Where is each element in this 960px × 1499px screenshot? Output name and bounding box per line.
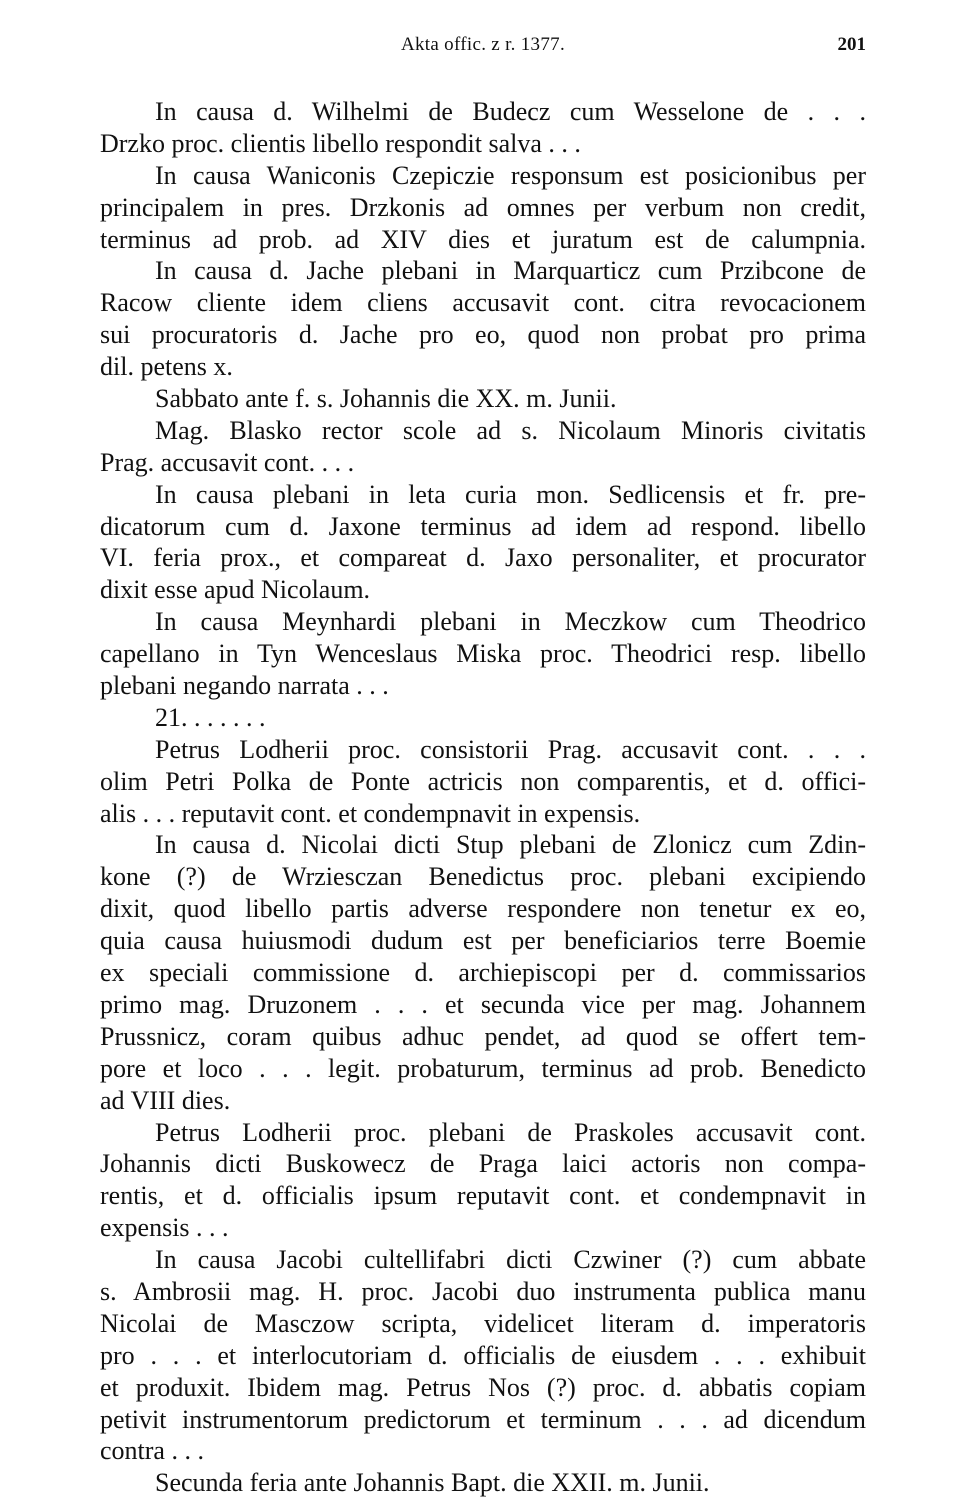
text-line: ex speciali commissione d. archiepiscopi per d. commissarios bbox=[100, 958, 866, 988]
text-line: contra . . . bbox=[100, 1436, 204, 1466]
text-line: In causa Waniconis Czepiczie responsum est posicionibus per bbox=[155, 160, 866, 190]
text-line: Petrus Lodherii proc. plebani de Praskoles accusavit cont. bbox=[155, 1117, 866, 1147]
body-text bbox=[100, 96, 866, 1499]
text-line: dixit, quod libello partis adverse respondere non tenetur ex eo, bbox=[100, 894, 866, 924]
text-line: petivit instrumentorum predictorum et terminum . . . ad dicendum bbox=[100, 1404, 866, 1434]
text-line: Secunda feria ante Johannis Bapt. die XXII. m. Junii. bbox=[155, 1468, 710, 1498]
text-line: olim Petri Polka de Ponte actricis non comparentis, et d. offici- bbox=[100, 766, 866, 796]
text-line: Prussnicz, coram quibus adhuc pendet, ad quod se offert tem- bbox=[100, 1021, 866, 1051]
text-line: terminus ad prob. ad XIV dies et juratum est de calumpnia. bbox=[100, 224, 866, 254]
text-line: quia causa huiusmodi dudum est per beneficiarios terre Boemie bbox=[100, 926, 866, 956]
running-header bbox=[100, 34, 866, 64]
text-line: sui procuratoris d. Jache pro eo, quod non probat pro prima bbox=[100, 320, 866, 350]
text-line: Mag. Blasko rector scole ad s. Nicolaum Minoris civitatis bbox=[155, 415, 866, 445]
text-line: expensis . . . bbox=[100, 1213, 229, 1243]
text-line: dixit esse apud Nicolaum. bbox=[100, 575, 371, 605]
text-line: Petrus Lodherii proc. consistorii Prag. accusavit cont. . . . bbox=[155, 734, 866, 764]
text-line: dil. petens x. bbox=[100, 352, 233, 382]
text-line: In causa Jacobi cultellifabri dicti Czwiner (?) cum abbate bbox=[155, 1245, 866, 1275]
text-line: s. Ambrosii mag. H. proc. Jacobi duo instrumenta publica manu bbox=[100, 1276, 866, 1306]
text-line: primo mag. Druzonem . . . et secunda vice per mag. Johannem bbox=[100, 989, 866, 1019]
text-line: Sabbato ante f. s. Johannis die XX. m. Junii. bbox=[155, 384, 617, 414]
text-line: ad VIII dies. bbox=[100, 1085, 231, 1115]
text-line: In causa d. Wilhelmi de Budecz cum Wesselone de . . . bbox=[155, 97, 866, 126]
text-line: dicatorum cum d. Jaxone terminus ad idem ad respond. libello bbox=[100, 511, 866, 541]
text-line: In causa plebani in leta curia mon. Sedlicensis et fr. pre- bbox=[155, 479, 866, 509]
text-line: In causa Meynhardi plebani in Meczkow cum Theodrico bbox=[155, 607, 866, 637]
text-line: capellano in Tyn Wenceslaus Miska proc. Theodrici resp. libello bbox=[100, 639, 866, 669]
text-line: et produxit. Ibidem mag. Petrus Nos (?) proc. d. abbatis copiam bbox=[100, 1372, 866, 1402]
text-line: pro . . . et interlocutoriam d. officialis de eiusdem . . . exhibuit bbox=[100, 1340, 866, 1370]
text-line: Johannis dicti Buskowecz de Praga laici actoris non compa- bbox=[100, 1149, 866, 1179]
text-line: Nicolai de Masczow scripta, videlicet literam d. imperatoris bbox=[100, 1308, 866, 1338]
page-number: 201 bbox=[837, 34, 866, 55]
text-line: kone (?) de Wrziesczan Benedictus proc. plebani excipiendo bbox=[100, 862, 866, 892]
text-line: In causa d. Nicolai dicti Stup plebani de Zlonicz cum Zdin- bbox=[155, 830, 866, 860]
text-line: Drzko proc. clientis libello respondit salva . . . bbox=[100, 128, 581, 158]
text-line: Racow cliente idem cliens accusavit cont. citra revocacionem bbox=[100, 288, 866, 318]
text-line: rentis, et d. officialis ipsum reputavit cont. et condempnavit in bbox=[100, 1181, 866, 1211]
text-line: In causa d. Jache plebani in Marquarticz cum Przibcone de bbox=[155, 256, 866, 286]
text-line: 21. . . . . . . bbox=[155, 702, 266, 732]
text-line: plebani negando narrata . . . bbox=[100, 671, 389, 701]
text-line: principalem in pres. Drzkonis ad omnes per verbum non credit, bbox=[100, 192, 866, 222]
text-line: pore et loco . . . legit. probaturum, terminus ad prob. Benedicto bbox=[100, 1053, 866, 1083]
text-line: Prag. accusavit cont. . . . bbox=[100, 447, 355, 477]
text-line: VI. feria prox., et compareat d. Jaxo personaliter, et procurator bbox=[100, 543, 866, 573]
running-title: Akta offic. z r. 1377. bbox=[400, 34, 566, 55]
text-line: alis . . . reputavit cont. et condempnavit in expensis. bbox=[100, 798, 641, 828]
